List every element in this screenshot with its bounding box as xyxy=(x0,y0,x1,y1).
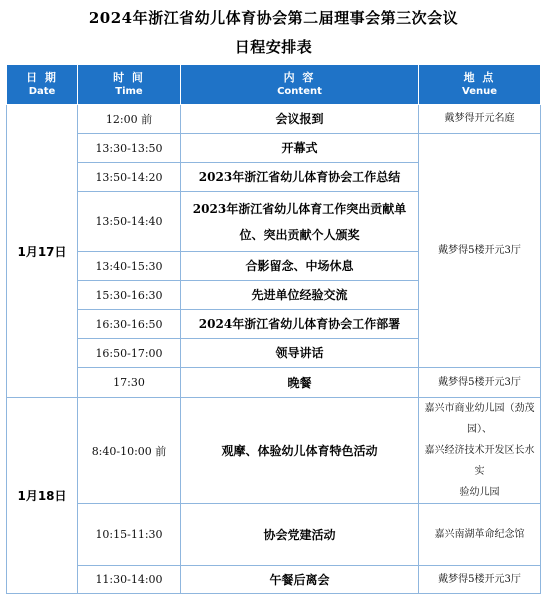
time-cell: 13:50-14:40 xyxy=(78,192,181,252)
schedule-table xyxy=(6,64,541,594)
venue-line: 嘉兴经济技术开发区长水实 xyxy=(424,445,535,477)
content-cell: 协会党建活动 xyxy=(181,504,419,566)
time-cell: 8:40-10:00 前 xyxy=(78,398,181,504)
table-row xyxy=(7,566,541,594)
date-cell-day1: 1月17日 xyxy=(7,105,78,398)
document-subtitle: 日程安排表 xyxy=(234,38,313,56)
document-title: 2024年浙江省幼儿体育协会第二届理事会第三次会议 xyxy=(88,9,459,27)
time-cell: 13:30-13:50 xyxy=(78,134,181,163)
venue-line: 嘉兴市商业幼儿园（劲茂园）、 xyxy=(424,403,535,435)
time-cell: 17:30 xyxy=(78,368,181,398)
table-row xyxy=(7,105,541,134)
venue-cell xyxy=(419,398,541,504)
table-row xyxy=(7,504,541,566)
content-cell: 合影留念、中场休息 xyxy=(181,252,419,281)
content-cell: 会议报到 xyxy=(181,105,419,134)
header-date: 日 期 Date xyxy=(7,65,78,105)
content-cell: 先进单位经验交流 xyxy=(181,281,419,310)
venue-cell: 戴梦得5楼开元3厅 xyxy=(419,134,541,368)
time-cell: 11:30-14:00 xyxy=(78,566,181,594)
time-cell: 16:30-16:50 xyxy=(78,310,181,339)
venue-line: 验幼儿园 xyxy=(459,487,500,498)
time-cell: 16:50-17:00 xyxy=(78,339,181,368)
venue-cell: 戴梦得5楼开元3厅 xyxy=(419,566,541,594)
table-row xyxy=(7,134,541,163)
header-content: 内 容 Content xyxy=(181,65,419,105)
time-cell: 15:30-16:30 xyxy=(78,281,181,310)
venue-cell: 戴梦得5楼开元3厅 xyxy=(419,368,541,398)
time-cell: 12:00 前 xyxy=(78,105,181,134)
content-cell: 午餐后离会 xyxy=(181,566,419,594)
content-cell: 观摩、体验幼儿体育特色活动 xyxy=(181,398,419,504)
date-cell-day2: 1月18日 xyxy=(7,398,78,594)
header-venue: 地 点 Venue xyxy=(419,65,541,105)
content-cell: 开幕式 xyxy=(181,134,419,163)
content-line: 2023年浙江省幼儿体育工作突出贡献单 xyxy=(192,201,407,216)
content-cell: 晚餐 xyxy=(181,368,419,398)
venue-cell: 嘉兴南湖革命纪念馆 xyxy=(419,504,541,566)
time-cell: 13:40-15:30 xyxy=(78,252,181,281)
venue-cell: 戴梦得开元名庭 xyxy=(419,105,541,134)
header-row xyxy=(7,65,541,105)
table-row xyxy=(7,368,541,398)
content-cell xyxy=(181,192,419,252)
table-row xyxy=(7,398,541,504)
header-time: 时 间 Time xyxy=(78,65,181,105)
time-cell: 13:50-14:20 xyxy=(78,163,181,192)
content-cell: 2024年浙江省幼儿体育协会工作部署 xyxy=(181,310,419,339)
time-cell: 10:15-11:30 xyxy=(78,504,181,566)
content-line: 位、突出贡献个人颁奖 xyxy=(239,227,360,242)
content-cell: 领导讲话 xyxy=(181,339,419,368)
content-cell: 2023年浙江省幼儿体育协会工作总结 xyxy=(181,163,419,192)
